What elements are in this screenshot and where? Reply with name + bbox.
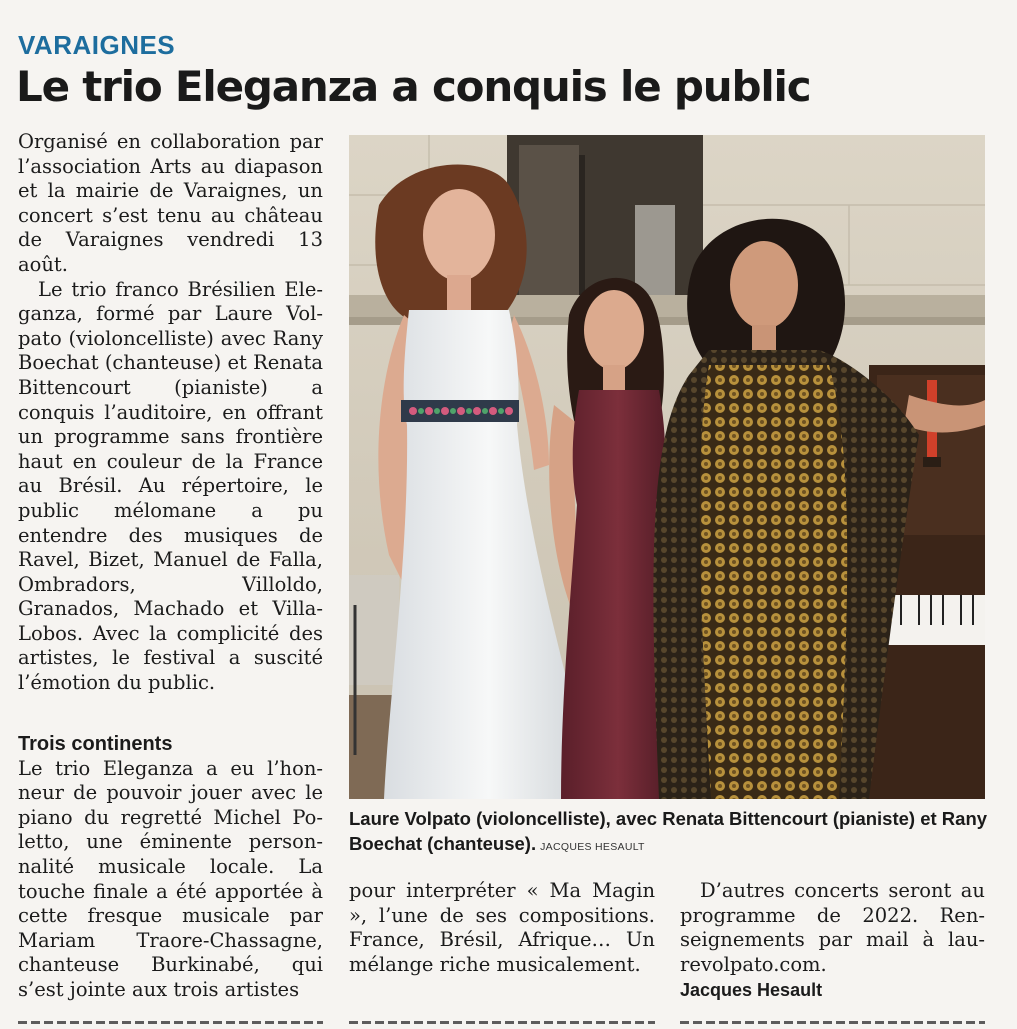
caption-text: Laure Volpato (violoncelliste), avec Renata Bittencourt (pianiste) et Rany Boechat (chanteuse).	[349, 808, 988, 854]
paragraph-continents: Le trio Eleganza a eu l’honneur de pouvoir jouer avec le piano du regretté Michel Poletto, une éminente personnalité musicale locale. La touche finale a été apportée à cette fresque musicale par Mariam Traore-Chassagne, chanteuse Burkinabé, qui s’est jointe aux trois artistes	[18, 756, 323, 1001]
article-column-middle	[349, 879, 655, 977]
paragraph-composition: pour interpréter « Ma Magin », l’une de ses compositions. France, Brésil, Afrique… Un mélange riche musicalement.	[349, 879, 655, 976]
cutoff-text-row-middle	[349, 1015, 655, 1029]
article-headline: Le trio Eleganza a conquis le public	[16, 62, 811, 111]
paragraph-next-concerts: D’autres concerts seront au programme de 2022. Renseignements par mail à laurevolpato.com.	[680, 879, 985, 976]
concert-photo	[349, 135, 985, 799]
article-column-right	[680, 879, 985, 1003]
author-signature: Jacques Hesault	[680, 980, 823, 1001]
cutoff-text-row-right	[680, 1015, 985, 1029]
cutoff-text-row-left	[18, 1015, 323, 1029]
photo-credit: JACQUES HESAULT	[540, 841, 645, 853]
paragraph-trio: Le trio franco Brésilien Eleganza, formé par Laure Volpato (violoncelliste) avec Rany Boechat (chanteuse) et Renata Bittencourt (pianiste) a conquis l’auditoire, en offrant un programme sans frontière haut en couleur de la France au Brésil. Au répertoire, le public mélomane a pu entendre des musiques de Ravel, Bizet, Manuel de Falla, Ombradors, Villoldo, Granados, Machado et Villa-Lobos. Avec la complicité des artistes, le festival a suscité l’émotion du public.	[18, 277, 323, 695]
section-kicker: VARAIGNES	[18, 30, 176, 60]
article-column-left	[18, 130, 323, 1003]
photo-caption	[349, 806, 989, 860]
subheading: Trois continents	[18, 732, 173, 755]
paragraph-intro: Organisé en collaboration par l’association Arts au diapason et la mairie de Varaignes, un concert s’est tenu au château de Varaignes vendredi 13 août.	[18, 130, 323, 276]
